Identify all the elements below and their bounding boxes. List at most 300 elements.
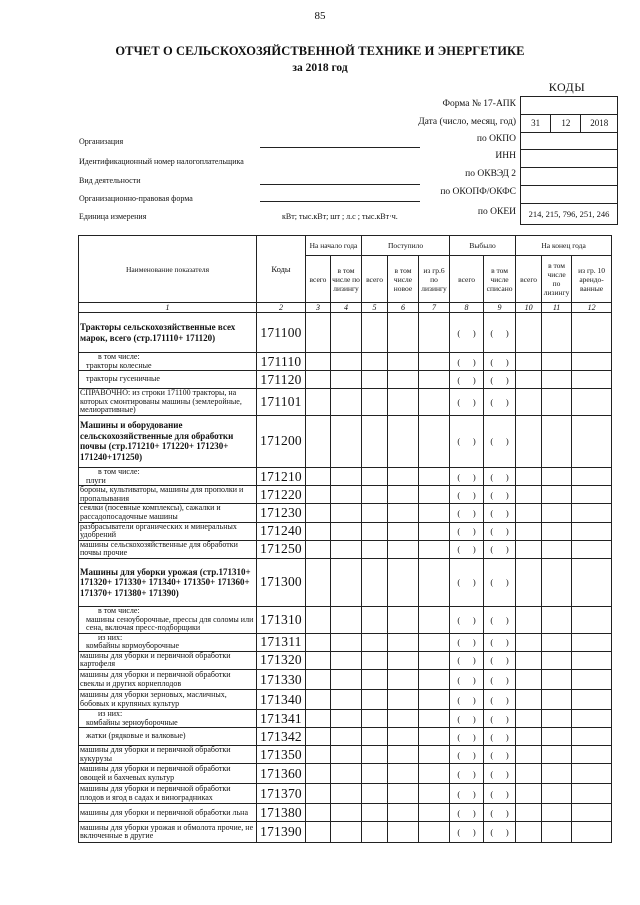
value-cell[interactable]: [388, 710, 419, 728]
value-cell-parenthesized[interactable]: ( ): [484, 353, 516, 371]
col-header-incl-lease: в том числе по лизингу: [542, 256, 572, 303]
value-cell[interactable]: [516, 522, 542, 540]
value-cell[interactable]: [362, 313, 388, 353]
value-cell[interactable]: [388, 467, 419, 485]
value-cell[interactable]: [542, 764, 572, 784]
value-cell[interactable]: [388, 651, 419, 669]
value-cell[interactable]: [388, 633, 419, 651]
value-cell[interactable]: [419, 415, 450, 467]
value-cell[interactable]: [419, 710, 450, 728]
value-cell[interactable]: [306, 389, 331, 416]
value-cell[interactable]: [362, 415, 388, 467]
table-row: [79, 822, 612, 843]
value-cell[interactable]: [516, 540, 542, 558]
value-cell[interactable]: [516, 313, 542, 353]
value-cell[interactable]: [542, 746, 572, 764]
value-cell-parenthesized[interactable]: ( ): [484, 313, 516, 353]
value-cell[interactable]: [516, 690, 542, 710]
report-subtitle: за 2018 год: [292, 62, 348, 74]
value-cell-parenthesized[interactable]: ( ): [450, 415, 484, 467]
activity-label: Вид деятельности: [79, 176, 141, 185]
value-cell[interactable]: [572, 764, 612, 784]
value-cell-parenthesized[interactable]: ( ): [484, 804, 516, 822]
row-label-text: машины для уборки и первичной обработки свеклы и других корнеплодов: [80, 669, 231, 688]
value-cell-parenthesized[interactable]: ( ): [484, 371, 516, 389]
value-cell[interactable]: [306, 804, 331, 822]
value-cell[interactable]: [542, 822, 572, 843]
value-cell[interactable]: [362, 540, 388, 558]
value-cell-parenthesized[interactable]: ( ): [484, 606, 516, 633]
value-cell-parenthesized[interactable]: ( ): [484, 389, 516, 416]
value-cell-parenthesized[interactable]: ( ): [484, 784, 516, 804]
value-cell[interactable]: [516, 784, 542, 804]
value-cell[interactable]: [331, 670, 362, 690]
value-cell[interactable]: [572, 353, 612, 371]
value-cell[interactable]: [419, 467, 450, 485]
value-cell[interactable]: [306, 504, 331, 522]
value-cell-parenthesized[interactable]: ( ): [450, 690, 484, 710]
row-label-text: машины для уборки урожая и обмолота прочие, не включенные в другие: [80, 822, 254, 841]
value-cell-parenthesized[interactable]: ( ): [450, 746, 484, 764]
value-cell[interactable]: [388, 764, 419, 784]
value-cell[interactable]: [419, 746, 450, 764]
value-cell[interactable]: [362, 651, 388, 669]
row-label-subtext: тракторы колесные: [86, 360, 152, 370]
value-cell-parenthesized[interactable]: ( ): [450, 467, 484, 485]
value-cell[interactable]: [306, 522, 331, 540]
row-label: [79, 606, 257, 633]
value-cell-parenthesized[interactable]: ( ): [484, 486, 516, 504]
row-label: [79, 540, 257, 558]
col-header-from10-rented: из гр. 10 арендо-ванные: [572, 256, 612, 303]
table-row: [79, 467, 612, 485]
row-label-text: из них:: [98, 709, 123, 719]
value-cell[interactable]: [362, 633, 388, 651]
value-cell-parenthesized[interactable]: ( ): [450, 522, 484, 540]
value-cell-parenthesized[interactable]: ( ): [450, 353, 484, 371]
value-cell-parenthesized[interactable]: ( ): [450, 486, 484, 504]
value-cell[interactable]: [419, 389, 450, 416]
value-cell[interactable]: [542, 371, 572, 389]
value-cell[interactable]: [306, 467, 331, 485]
value-cell[interactable]: [306, 690, 331, 710]
value-cell[interactable]: [362, 670, 388, 690]
value-cell[interactable]: [572, 822, 612, 843]
value-cell[interactable]: [331, 710, 362, 728]
value-cell[interactable]: [419, 486, 450, 504]
value-cell[interactable]: [516, 633, 542, 651]
row-label: [79, 313, 257, 353]
value-cell[interactable]: [388, 690, 419, 710]
value-cell[interactable]: [516, 353, 542, 371]
value-cell[interactable]: [331, 353, 362, 371]
value-cell[interactable]: [388, 822, 419, 843]
value-cell-parenthesized[interactable]: ( ): [484, 415, 516, 467]
value-cell[interactable]: [306, 415, 331, 467]
value-cell-parenthesized[interactable]: ( ): [450, 728, 484, 746]
value-cell[interactable]: [542, 804, 572, 822]
value-cell[interactable]: [362, 804, 388, 822]
value-cell[interactable]: [419, 764, 450, 784]
value-cell[interactable]: [419, 504, 450, 522]
value-cell[interactable]: [516, 710, 542, 728]
value-cell[interactable]: [331, 371, 362, 389]
org-line[interactable]: [260, 147, 420, 148]
value-cell[interactable]: [419, 540, 450, 558]
value-cell-parenthesized[interactable]: ( ): [450, 606, 484, 633]
value-cell[interactable]: [542, 558, 572, 606]
value-cell[interactable]: [331, 606, 362, 633]
value-cell[interactable]: [419, 371, 450, 389]
value-cell[interactable]: [542, 784, 572, 804]
value-cell[interactable]: [419, 784, 450, 804]
value-cell[interactable]: [388, 746, 419, 764]
value-cell[interactable]: [572, 784, 612, 804]
value-cell-parenthesized[interactable]: ( ): [450, 540, 484, 558]
activity-line[interactable]: [260, 184, 420, 185]
value-cell[interactable]: [388, 728, 419, 746]
value-cell-parenthesized[interactable]: ( ): [484, 467, 516, 485]
value-cell[interactable]: [542, 415, 572, 467]
value-cell[interactable]: [572, 558, 612, 606]
value-cell[interactable]: [362, 822, 388, 843]
value-cell-parenthesized[interactable]: ( ): [450, 313, 484, 353]
value-cell[interactable]: [362, 504, 388, 522]
value-cell[interactable]: [419, 651, 450, 669]
value-cell[interactable]: [331, 389, 362, 416]
value-cell-parenthesized[interactable]: ( ): [450, 710, 484, 728]
value-cell[interactable]: [306, 353, 331, 371]
value-cell-parenthesized[interactable]: ( ): [450, 764, 484, 784]
value-cell[interactable]: [331, 784, 362, 804]
row-label-text: Машины и оборудование сельскохозяйственные для обработки почвы (стр.171210+ 171220+ 171230+ 171240+171250): [80, 420, 234, 462]
value-cell[interactable]: [362, 353, 388, 371]
value-cell[interactable]: [331, 540, 362, 558]
value-cell[interactable]: [516, 606, 542, 633]
row-label: [79, 558, 257, 606]
row-label: [79, 804, 257, 822]
value-cell[interactable]: [306, 728, 331, 746]
value-cell[interactable]: [419, 690, 450, 710]
table-row: [79, 558, 612, 606]
value-cell[interactable]: [516, 371, 542, 389]
row-code: 171210: [257, 467, 306, 485]
value-cell-parenthesized[interactable]: ( ): [450, 804, 484, 822]
value-cell-parenthesized[interactable]: ( ): [450, 822, 484, 843]
value-cell[interactable]: [572, 371, 612, 389]
value-cell[interactable]: [306, 558, 331, 606]
row-label-text: машины для уборки и первичной обработки овощей и бахчевых культур: [80, 764, 231, 782]
value-cell[interactable]: [419, 804, 450, 822]
value-cell[interactable]: [388, 540, 419, 558]
inn-code-cell[interactable]: [521, 150, 618, 168]
row-code: 171350: [257, 746, 306, 764]
value-cell[interactable]: [388, 415, 419, 467]
row-label-text: тракторы гусеничные: [86, 374, 160, 384]
value-cell[interactable]: [419, 522, 450, 540]
value-cell[interactable]: [572, 633, 612, 651]
value-cell-parenthesized[interactable]: ( ): [450, 389, 484, 416]
value-cell[interactable]: [572, 804, 612, 822]
value-cell[interactable]: [362, 728, 388, 746]
value-cell-parenthesized[interactable]: ( ): [484, 633, 516, 651]
table-row: [79, 486, 612, 504]
row-label-text: жатки (рядковые и валковые): [86, 731, 186, 741]
date-day-cell[interactable]: 31: [521, 114, 551, 132]
row-label-text: машины для уборки зерновых, масличных, бобовых и крупяных культур: [80, 689, 227, 708]
value-cell[interactable]: [542, 313, 572, 353]
value-cell[interactable]: [516, 486, 542, 504]
value-cell[interactable]: [542, 633, 572, 651]
date-year-cell[interactable]: 2018: [581, 114, 618, 132]
value-cell[interactable]: [362, 690, 388, 710]
value-cell[interactable]: [542, 651, 572, 669]
col-header-received: Поступило: [362, 236, 450, 256]
value-cell[interactable]: [331, 504, 362, 522]
value-cell[interactable]: [388, 504, 419, 522]
row-label: [79, 504, 257, 522]
value-cell[interactable]: [516, 558, 542, 606]
value-cell[interactable]: [419, 670, 450, 690]
col-header-total: всего: [362, 256, 388, 303]
inn-left-label: Идентификационный номер налогоплательщика: [79, 157, 244, 166]
row-code: 171120: [257, 371, 306, 389]
value-cell[interactable]: [542, 504, 572, 522]
col-header-total: всего: [516, 256, 542, 303]
value-cell[interactable]: [572, 522, 612, 540]
value-cell[interactable]: [542, 389, 572, 416]
value-cell[interactable]: [572, 540, 612, 558]
value-cell[interactable]: [419, 558, 450, 606]
value-cell[interactable]: [362, 389, 388, 416]
row-code: 171230: [257, 504, 306, 522]
value-cell-parenthesized[interactable]: ( ): [484, 522, 516, 540]
value-cell[interactable]: [572, 467, 612, 485]
okpo-code-cell[interactable]: [521, 132, 618, 150]
row-label-text: бороны, культиваторы, машины для прополки и пропалывания: [80, 485, 244, 503]
value-cell-parenthesized[interactable]: ( ): [484, 746, 516, 764]
value-cell[interactable]: [306, 764, 331, 784]
row-code: 171100: [257, 313, 306, 353]
value-cell[interactable]: [516, 746, 542, 764]
col-header-start: На начало года: [306, 236, 362, 256]
column-number-row: [79, 303, 612, 313]
value-cell[interactable]: [388, 353, 419, 371]
value-cell[interactable]: [331, 522, 362, 540]
value-cell[interactable]: [542, 690, 572, 710]
page-number: 85: [314, 10, 326, 22]
value-cell-parenthesized[interactable]: ( ): [450, 633, 484, 651]
value-cell-parenthesized[interactable]: ( ): [484, 504, 516, 522]
value-cell[interactable]: [542, 467, 572, 485]
value-cell[interactable]: [306, 313, 331, 353]
value-cell[interactable]: [419, 728, 450, 746]
value-cell[interactable]: [516, 651, 542, 669]
row-label: [79, 690, 257, 710]
row-label: [79, 353, 257, 371]
value-cell[interactable]: [572, 746, 612, 764]
value-cell[interactable]: [331, 558, 362, 606]
value-cell[interactable]: [388, 371, 419, 389]
value-cell-parenthesized[interactable]: ( ): [450, 651, 484, 669]
value-cell[interactable]: [516, 822, 542, 843]
value-cell-parenthesized[interactable]: ( ): [484, 728, 516, 746]
value-cell[interactable]: [362, 606, 388, 633]
value-cell[interactable]: [331, 467, 362, 485]
okei-code-cell[interactable]: 214, 215, 796, 251, 246: [521, 203, 618, 224]
value-cell[interactable]: [388, 670, 419, 690]
form-code-cell[interactable]: [521, 97, 618, 115]
value-cell[interactable]: [306, 710, 331, 728]
value-cell[interactable]: [306, 540, 331, 558]
value-cell[interactable]: [306, 371, 331, 389]
unit-label: Единица измерения: [79, 212, 147, 221]
codes-header: КОДЫ: [548, 80, 586, 94]
table-row: [79, 651, 612, 669]
value-cell[interactable]: [388, 313, 419, 353]
value-cell[interactable]: [419, 822, 450, 843]
column-number: 5: [362, 303, 388, 313]
value-cell[interactable]: [331, 764, 362, 784]
value-cell[interactable]: [331, 728, 362, 746]
value-cell[interactable]: [362, 764, 388, 784]
value-cell-parenthesized[interactable]: ( ): [484, 540, 516, 558]
value-cell-parenthesized[interactable]: ( ): [450, 504, 484, 522]
value-cell[interactable]: [572, 504, 612, 522]
row-label: [79, 822, 257, 843]
col-header-incl-new: в том числе новое: [388, 256, 419, 303]
value-cell-parenthesized[interactable]: ( ): [450, 371, 484, 389]
value-cell[interactable]: [306, 651, 331, 669]
value-cell[interactable]: [516, 764, 542, 784]
table-row: [79, 353, 612, 371]
row-label-text: машины для уборки и первичной обработки льна: [80, 807, 249, 817]
value-cell-parenthesized[interactable]: ( ): [484, 764, 516, 784]
value-cell[interactable]: [306, 606, 331, 633]
value-cell[interactable]: [516, 670, 542, 690]
value-cell-parenthesized[interactable]: ( ): [484, 822, 516, 843]
value-cell[interactable]: [572, 651, 612, 669]
table-row: [79, 606, 612, 633]
row-label: [79, 633, 257, 651]
value-cell[interactable]: [331, 822, 362, 843]
value-cell[interactable]: [362, 746, 388, 764]
value-cell[interactable]: [306, 746, 331, 764]
value-cell[interactable]: [542, 353, 572, 371]
value-cell[interactable]: [331, 804, 362, 822]
value-cell[interactable]: [388, 389, 419, 416]
row-label-text: машины для уборки и первичной обработки картофеля: [80, 651, 231, 669]
value-cell[interactable]: [306, 784, 331, 804]
column-number: 11: [542, 303, 572, 313]
value-cell-parenthesized[interactable]: ( ): [450, 670, 484, 690]
table-row: [79, 710, 612, 728]
value-cell[interactable]: [331, 415, 362, 467]
value-cell[interactable]: [362, 467, 388, 485]
value-cell[interactable]: [306, 486, 331, 504]
value-cell[interactable]: [542, 670, 572, 690]
value-cell[interactable]: [331, 651, 362, 669]
value-cell[interactable]: [388, 784, 419, 804]
row-code: 171240: [257, 522, 306, 540]
value-cell[interactable]: [516, 728, 542, 746]
row-code: 171380: [257, 804, 306, 822]
value-cell[interactable]: [306, 670, 331, 690]
row-label-text: Машины для уборки урожая (стр.171310+ 171320+ 171330+ 171340+ 171350+ 171360+ 171370+ 171380+ 171390): [80, 566, 251, 598]
value-cell[interactable]: [419, 313, 450, 353]
value-cell-parenthesized[interactable]: ( ): [484, 690, 516, 710]
value-cell[interactable]: [306, 633, 331, 651]
value-cell[interactable]: [516, 804, 542, 822]
value-cell[interactable]: [331, 486, 362, 504]
value-cell[interactable]: [572, 389, 612, 416]
date-month-cell[interactable]: 12: [551, 114, 581, 132]
value-cell[interactable]: [388, 804, 419, 822]
value-cell[interactable]: [542, 540, 572, 558]
value-cell[interactable]: [542, 728, 572, 746]
value-cell[interactable]: [331, 313, 362, 353]
value-cell[interactable]: [331, 746, 362, 764]
value-cell[interactable]: [419, 353, 450, 371]
row-label: [79, 764, 257, 784]
value-cell[interactable]: [388, 522, 419, 540]
value-cell[interactable]: [362, 710, 388, 728]
okved-code-cell[interactable]: [521, 168, 618, 186]
value-cell[interactable]: [516, 467, 542, 485]
value-cell[interactable]: [362, 522, 388, 540]
value-cell[interactable]: [362, 558, 388, 606]
value-cell[interactable]: [572, 728, 612, 746]
value-cell[interactable]: [306, 822, 331, 843]
value-cell[interactable]: [362, 371, 388, 389]
value-cell[interactable]: [542, 522, 572, 540]
value-cell[interactable]: [362, 486, 388, 504]
value-cell[interactable]: [331, 690, 362, 710]
value-cell[interactable]: [419, 633, 450, 651]
value-cell-parenthesized[interactable]: ( ): [450, 558, 484, 606]
value-cell[interactable]: [516, 389, 542, 416]
value-cell[interactable]: [542, 606, 572, 633]
value-cell[interactable]: [331, 633, 362, 651]
value-cell-parenthesized[interactable]: ( ): [484, 558, 516, 606]
value-cell[interactable]: [542, 486, 572, 504]
value-cell[interactable]: [516, 504, 542, 522]
value-cell[interactable]: [572, 415, 612, 467]
row-code: 171311: [257, 633, 306, 651]
table-row: [79, 540, 612, 558]
row-code: 171342: [257, 728, 306, 746]
value-cell[interactable]: [572, 313, 612, 353]
value-cell[interactable]: [542, 710, 572, 728]
value-cell[interactable]: [572, 710, 612, 728]
value-cell-parenthesized[interactable]: ( ): [484, 670, 516, 690]
value-cell[interactable]: [572, 690, 612, 710]
value-cell[interactable]: [572, 486, 612, 504]
value-cell[interactable]: [516, 415, 542, 467]
value-cell[interactable]: [419, 606, 450, 633]
value-cell[interactable]: [388, 558, 419, 606]
value-cell-parenthesized[interactable]: ( ): [484, 710, 516, 728]
value-cell-parenthesized[interactable]: ( ): [484, 651, 516, 669]
value-cell[interactable]: [572, 670, 612, 690]
value-cell[interactable]: [572, 606, 612, 633]
value-cell[interactable]: [388, 606, 419, 633]
value-cell[interactable]: [388, 486, 419, 504]
value-cell[interactable]: [362, 784, 388, 804]
legal-form-line[interactable]: [260, 201, 420, 202]
value-cell-parenthesized[interactable]: ( ): [450, 784, 484, 804]
okopf-code-cell[interactable]: [521, 185, 618, 203]
